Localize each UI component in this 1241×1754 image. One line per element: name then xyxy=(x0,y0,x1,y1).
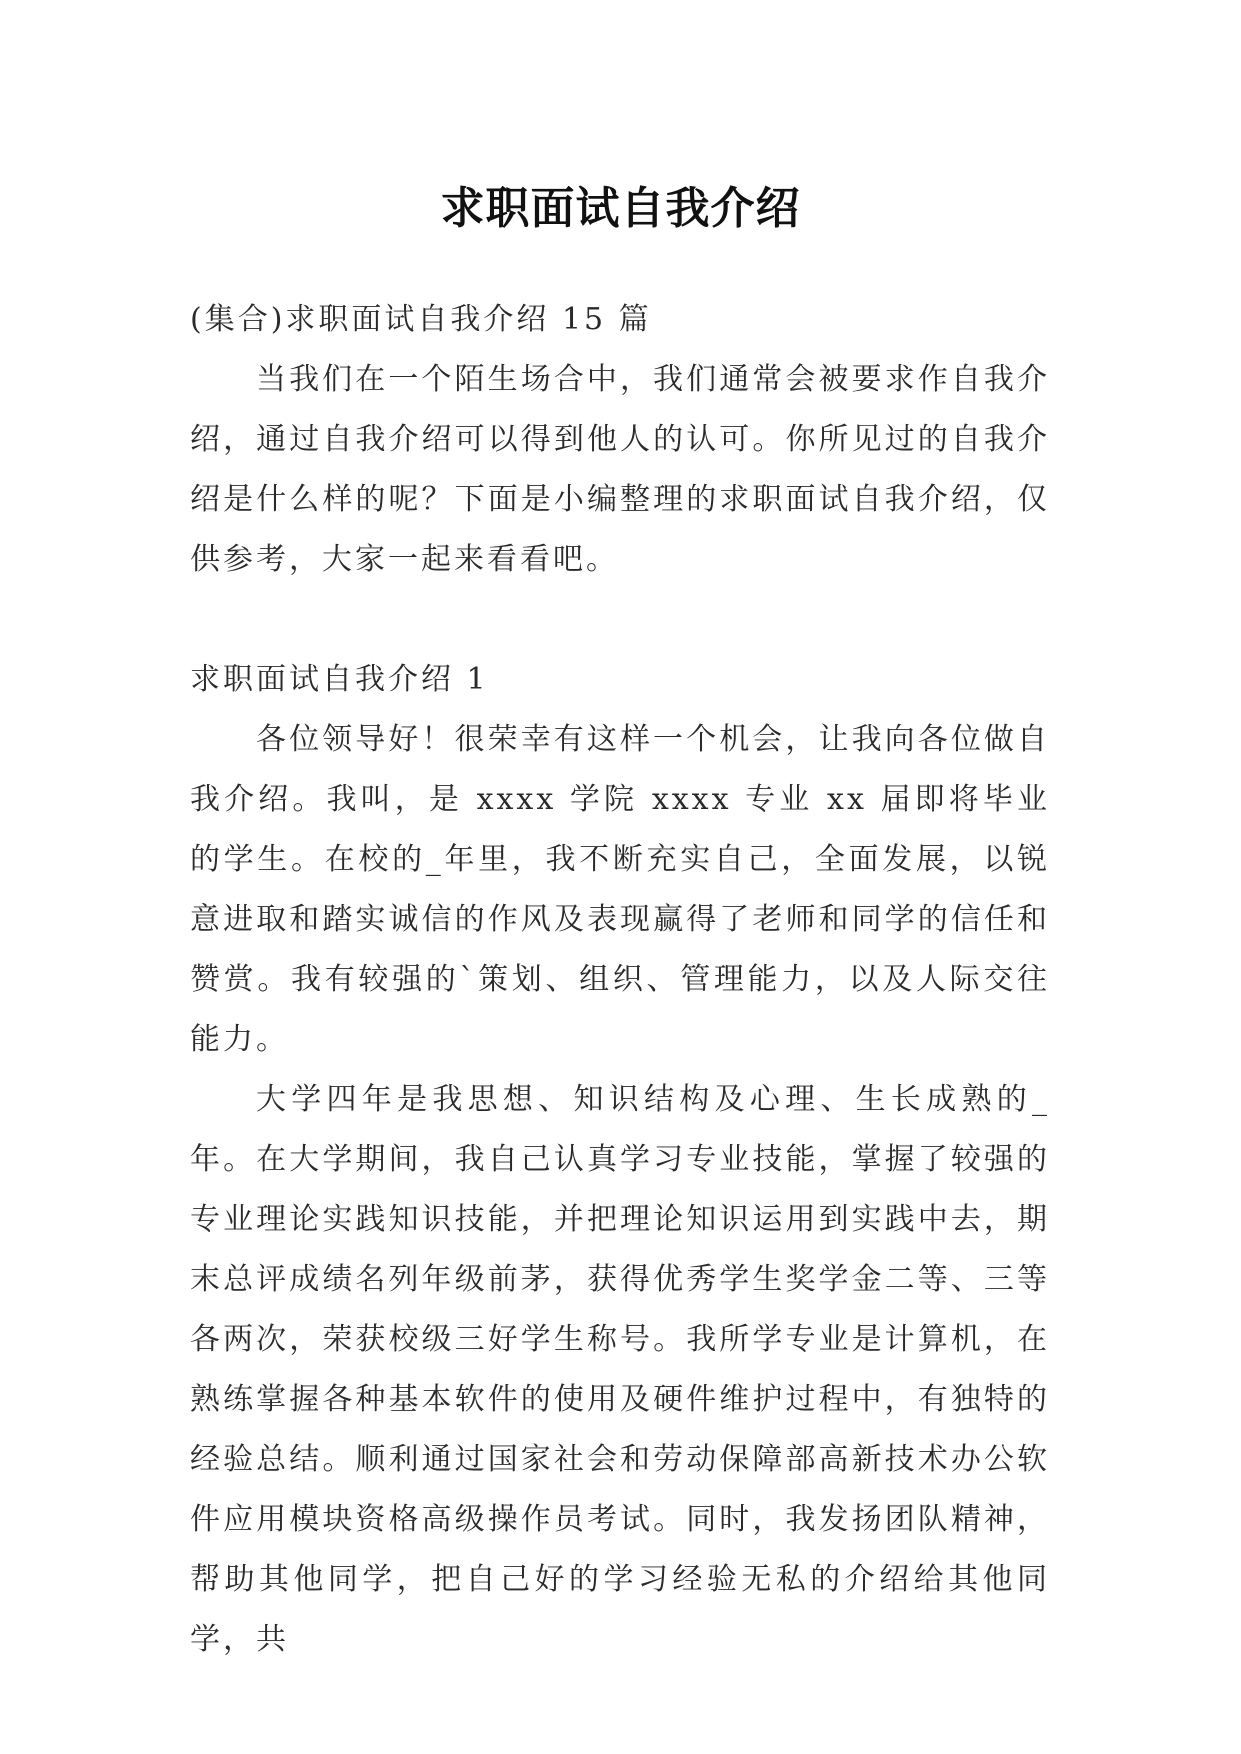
intro-paragraph: 当我们在一个陌生场合中，我们通常会被要求作自我介绍，通过自我介绍可以得到他人的认可。你所见过的自我介绍是什么样的呢？下面是小编整理的求职面试自我介绍，仅供参考，大家一起来看看吧。 xyxy=(190,362,1050,577)
section-paragraph: 大学四年是我思想、知识结构及心理、生长成熟的_年。在大学期间，我自己认真学习专业技能，掌握了较强的专业理论实践知识技能，并把理论知识运用到实践中去，期末总评成绩名列年级前茅，获得优秀学生奖学金二等、三等各两次，荣获校级三好学生称号。我所学专业是计算机，在熟练掌握各种基本软件的使用及硬件维护过程中，有独特的经验总结。顺利通过国家社会和劳动保障部高新技术办公软件应用模块资格高级操作员考试。同时，我发扬团队精神，帮助其他同学，把自己好的学习经验无私的介绍给其他同学，共 xyxy=(190,1082,1050,1657)
document-body xyxy=(190,290,1050,1670)
section-paragraph: 各位领导好！很荣幸有这样一个机会，让我向各位做自我介绍。我叫，是 xxxx 学院 xxxx 专业 xx 届即将毕业的学生。在校的_年里，我不断充实自己，全面发展，以锐意进取和踏实诚信的作风及表现赢得了老师和同学的信任和赞赏。我有较强的`策划、组织、管理能力，以及人际交往能力。 xyxy=(190,722,1050,1057)
document-subtitle: (集合)求职面试自我介绍 15 篇 xyxy=(190,302,652,337)
section-heading: 求职面试自我介绍 1 xyxy=(190,662,489,697)
document-title: 求职面试自我介绍 xyxy=(440,183,801,235)
